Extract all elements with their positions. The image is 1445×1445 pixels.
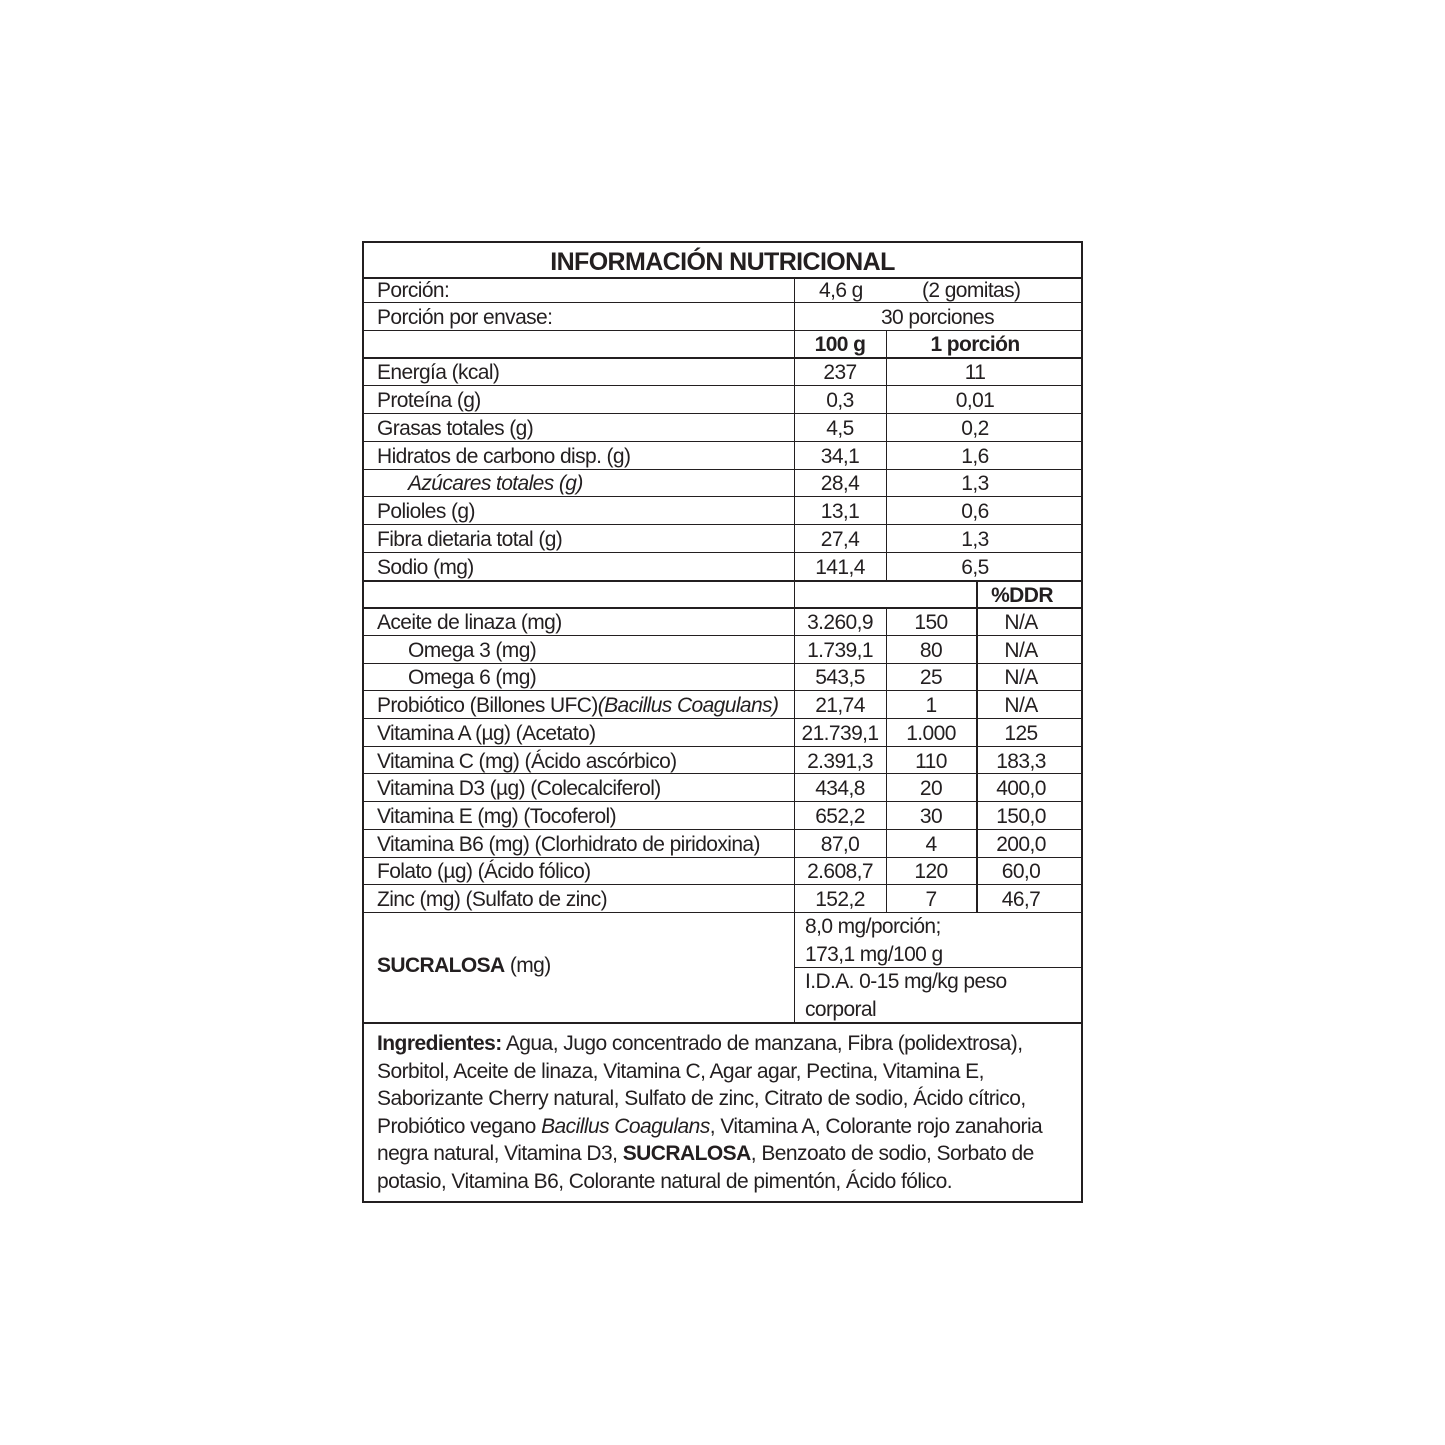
ingredients-probiotic: Bacillus Coagulans [541, 1114, 710, 1138]
nutrient-label: Polioles (g) [377, 500, 475, 523]
sucralose-per-portion: 8,0 mg/porción; [805, 915, 941, 938]
micronutrient-label: Vitamina B6 (mg) (Clorhidrato de piridoxina) [377, 833, 760, 856]
portion-units: (2 gomitas) [922, 279, 1021, 302]
nutrient-value-100g: 237 [823, 361, 857, 384]
micronutrient-value-ddr: 200,0 [996, 833, 1046, 856]
nutrient-label: Sodio (mg) [377, 556, 474, 579]
nutrient-label: Energía (kcal) [377, 361, 500, 384]
nutrient-value-100g: 34,1 [820, 445, 860, 468]
ingredients-list-part: , Vitamina A, Colorante rojo zanahoria negra natural, Vitamina D3, [377, 1114, 1043, 1166]
nutrient-value-100g: 0,3 [826, 389, 854, 412]
nutrient-value-portion: 11 [964, 361, 986, 384]
micronutrient-label: Vitamina E (mg) (Tocoferol) [377, 805, 616, 828]
ingredients-heading: Ingredientes: [377, 1032, 502, 1055]
micronutrient-value-ddr: 60,0 [1001, 860, 1041, 883]
sucralose-ida: I.D.A. 0-15 mg/kg peso [805, 970, 1007, 993]
nutrient-label: Fibra dietaria total (g) [377, 528, 563, 551]
micronutrient-value-100g: 1.739,1 [807, 639, 873, 662]
nutrient-value-portion: 6,5 [961, 556, 989, 579]
nutrient-label: Hidratos de carbono disp. (g) [377, 445, 631, 468]
micronutrient-value-100g: 652,2 [815, 805, 865, 828]
micronutrient-value-portion: 4 [925, 833, 937, 856]
nutrient-value-portion: 1,3 [961, 528, 989, 551]
micronutrient-value-ddr: 150,0 [996, 805, 1046, 828]
nutrient-value-100g: 27,4 [820, 528, 860, 551]
column-header-100g: 100 g [814, 333, 866, 356]
nutrient-label: Azúcares totales (g) [408, 472, 583, 495]
micronutrient-label: Omega 3 (mg) [408, 639, 537, 662]
micronutrient-value-100g: 21,74 [815, 694, 865, 717]
micronutrient-value-100g: 21.739,1 [801, 722, 879, 745]
micronutrient-value-100g: 2.608,7 [807, 860, 873, 883]
micronutrient-value-portion: 30 [919, 805, 943, 828]
sucralose-ida-cont: corporal [805, 998, 877, 1021]
micronutrient-value-ddr: 183,3 [996, 750, 1046, 773]
nutrient-label: Proteína (g) [377, 389, 481, 412]
nutrient-value-100g: 4,5 [826, 417, 854, 440]
micronutrient-value-ddr: N/A [1004, 694, 1038, 717]
micronutrient-label: Aceite de linaza (mg) [377, 611, 562, 634]
servings-value: 30 porciones [880, 306, 995, 329]
nutrient-value-portion: 0,6 [961, 500, 989, 523]
micronutrient-value-portion: 20 [919, 777, 943, 800]
table-title: INFORMACIÓN NUTRICIONAL [550, 248, 895, 276]
sucralose-name: SUCRALOSA [377, 954, 505, 977]
nutrient-value-100g: 28,4 [820, 472, 860, 495]
micronutrient-value-100g: 87,0 [820, 833, 860, 856]
micronutrient-value-ddr: 125 [1004, 722, 1038, 745]
sucralose-label [377, 952, 551, 979]
ingredients-text [377, 1030, 1075, 1196]
micronutrient-value-ddr: N/A [1004, 611, 1038, 634]
ingredients-sucralose: SUCRALOSA [622, 1142, 751, 1166]
column-header-portion: 1 porción [930, 333, 1020, 356]
servings-label: Porción por envase: [377, 306, 553, 329]
divider [364, 1022, 1081, 1024]
micronutrient-value-100g: 543,5 [815, 666, 865, 689]
probiotic-label: Probiótico (Billones UFC) [377, 694, 598, 717]
micronutrient-value-100g: 3.260,9 [807, 611, 873, 634]
micronutrient-value-portion: 1 [925, 694, 937, 717]
ingredients-list-part: Agua, Jugo concentrado de manzana, Fibra (polidextrosa), Sorbitol, Aceite de linaza, Vitamina C, Agar agar, Pectina, Vitamina E, Saborizante Cherry natural, Sulfato de zinc, Citrato de sodio, Ácido cítrico, Probiótico vegano [377, 1032, 1026, 1138]
micronutrient-value-portion: 25 [919, 666, 943, 689]
micronutrient-label: Zinc (mg) (Sulfato de zinc) [377, 888, 608, 911]
micronutrient-label [377, 692, 778, 719]
micronutrient-label: Folato (µg) (Ácido fólico) [377, 860, 591, 883]
nutrient-value-portion: 1,3 [961, 472, 989, 495]
portion-amount: 4,6 g [819, 279, 863, 302]
micronutrient-label: Vitamina D3 (µg) (Colecalciferol) [377, 777, 661, 800]
micronutrient-value-ddr: 400,0 [996, 777, 1046, 800]
micronutrient-label: Vitamina A (µg) (Acetato) [377, 722, 596, 745]
column-header-ddr: %DDR [991, 584, 1053, 607]
portion-label: Porción: [377, 279, 450, 302]
nutrient-value-100g: 13,1 [820, 500, 860, 523]
ingredients-list-part: , Benzoato de sodio, Sorbato de potasio, Vitamina B6, Colorante natural de pimentón, Ácido fólico. [377, 1142, 1034, 1193]
nutrient-value-portion: 0,2 [961, 417, 989, 440]
nutrient-value-100g: 141,4 [815, 556, 865, 579]
micronutrient-value-ddr: 46,7 [1001, 888, 1041, 911]
sucralose-per-100g: 173,1 mg/100 g [805, 943, 943, 966]
micronutrient-value-portion: 80 [919, 639, 943, 662]
micronutrient-value-portion: 1.000 [906, 722, 956, 745]
micronutrient-label: Vitamina C (mg) (Ácido ascórbico) [377, 750, 677, 773]
nutrient-value-portion: 0,01 [955, 389, 995, 412]
nutrient-value-portion: 1,6 [961, 445, 989, 468]
micronutrient-value-portion: 120 [914, 860, 948, 883]
probiotic-strain: (Bacillus Coagulans) [597, 694, 779, 717]
micronutrient-value-100g: 2.391,3 [807, 750, 873, 773]
micronutrient-value-ddr: N/A [1004, 639, 1038, 662]
nutrition-facts-table [362, 241, 1083, 1203]
sucralose-unit: (mg) [504, 954, 551, 977]
micronutrient-value-portion: 7 [925, 888, 937, 911]
micronutrient-value-100g: 434,8 [815, 777, 865, 800]
micronutrient-value-ddr: N/A [1004, 666, 1038, 689]
micronutrient-label: Omega 6 (mg) [408, 666, 537, 689]
micronutrient-value-100g: 152,2 [815, 888, 865, 911]
micronutrient-value-portion: 150 [914, 611, 948, 634]
micronutrient-value-portion: 110 [915, 750, 947, 773]
nutrient-label: Grasas totales (g) [377, 417, 534, 440]
